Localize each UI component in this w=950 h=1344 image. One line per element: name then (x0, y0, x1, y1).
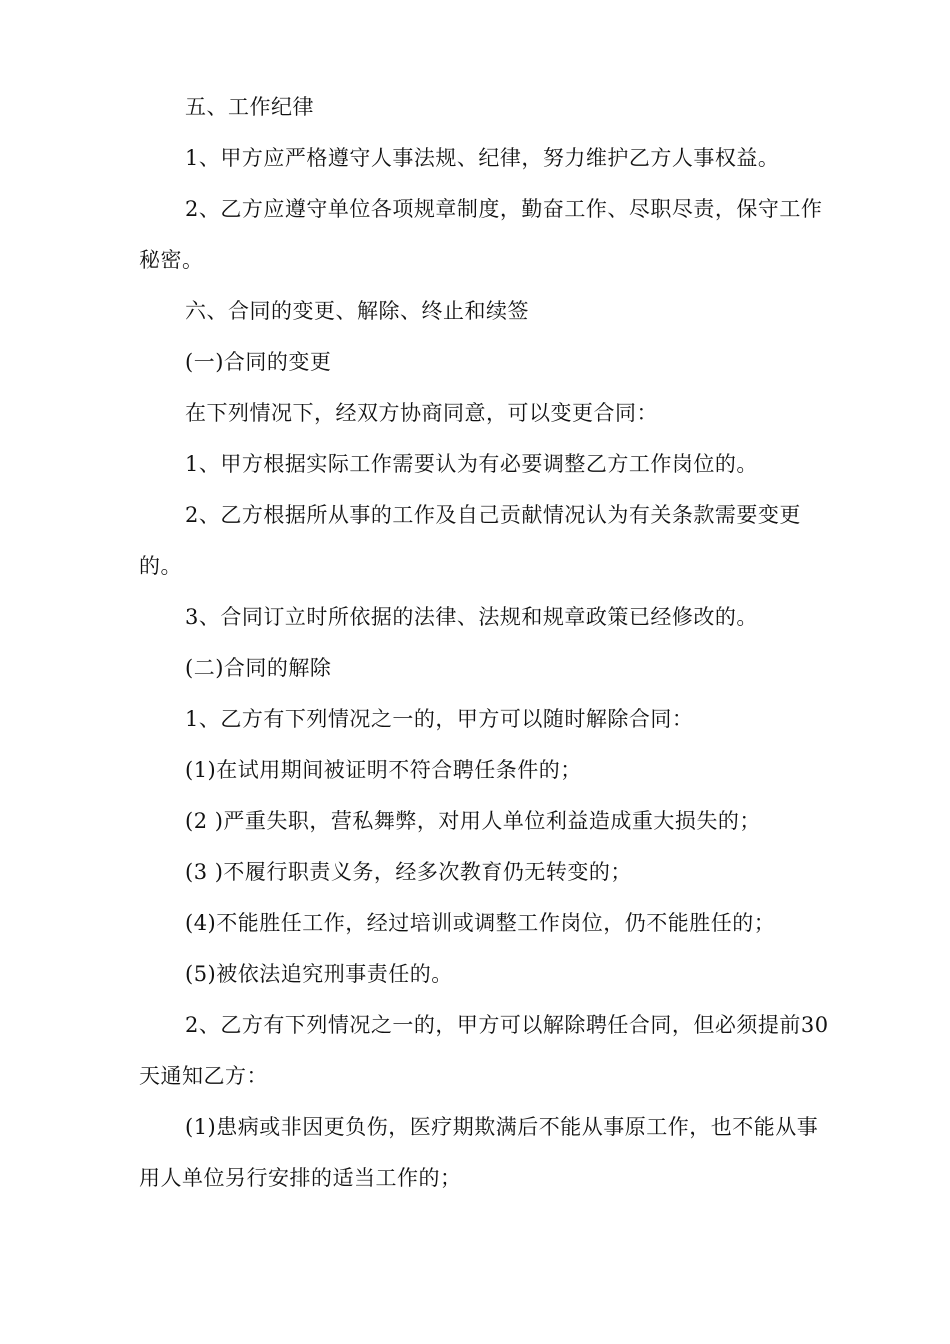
list-item: (2 )严重失职，营私舞弊，对用人单位利益造成重大损失的； (185, 809, 761, 833)
section-heading-contract-changes: 六、合同的变更、解除、终止和续签 (185, 299, 529, 323)
paragraph: 2、乙方根据所从事的工作及自己贡献情况认为有关条款需要变更的。 (139, 503, 801, 578)
list-item: (1)患病或非因更负伤，医疗期欺满后不能从事原工作，也不能从事用人单位另行安排的适当工作的； (139, 1115, 819, 1190)
paragraph: 1、甲方根据实际工作需要认为有必要调整乙方工作岗位的。 (185, 452, 758, 476)
document-body (139, 82, 829, 1204)
list-item: (4)不能胜任工作，经过培训或调整工作岗位，仍不能胜任的； (185, 911, 776, 935)
subsection-heading-contract-change: (一)合同的变更 (185, 350, 332, 374)
paragraph: 2、乙方应遵守单位各项规章制度，勤奋工作、尽职尽责，保守工作秘密。 (139, 197, 823, 272)
subsection-heading-contract-termination: (二)合同的解除 (185, 656, 332, 680)
paragraph: 在下列情况下，经双方协商同意，可以变更合同： (185, 401, 658, 425)
paragraph: 1、乙方有下列情况之一的，甲方可以随时解除合同： (185, 707, 694, 731)
section-heading-work-discipline: 五、工作纪律 (185, 95, 314, 119)
list-item: (1)在试用期间被证明不符合聘任条件的； (185, 758, 582, 782)
list-item: (5)被依法追究刑事责任的。 (185, 962, 453, 986)
paragraph: 2、乙方有下列情况之一的，甲方可以解除聘任合同，但必须提前30天通知乙方： (139, 1013, 829, 1088)
paragraph: 1、甲方应严格遵守人事法规、纪律，努力维护乙方人事权益。 (185, 146, 780, 170)
list-item: (3 )不履行职责义务，经多次教育仍无转变的； (185, 860, 632, 884)
paragraph: 3、合同订立时所依据的法律、法规和规章政策已经修改的。 (185, 605, 758, 629)
